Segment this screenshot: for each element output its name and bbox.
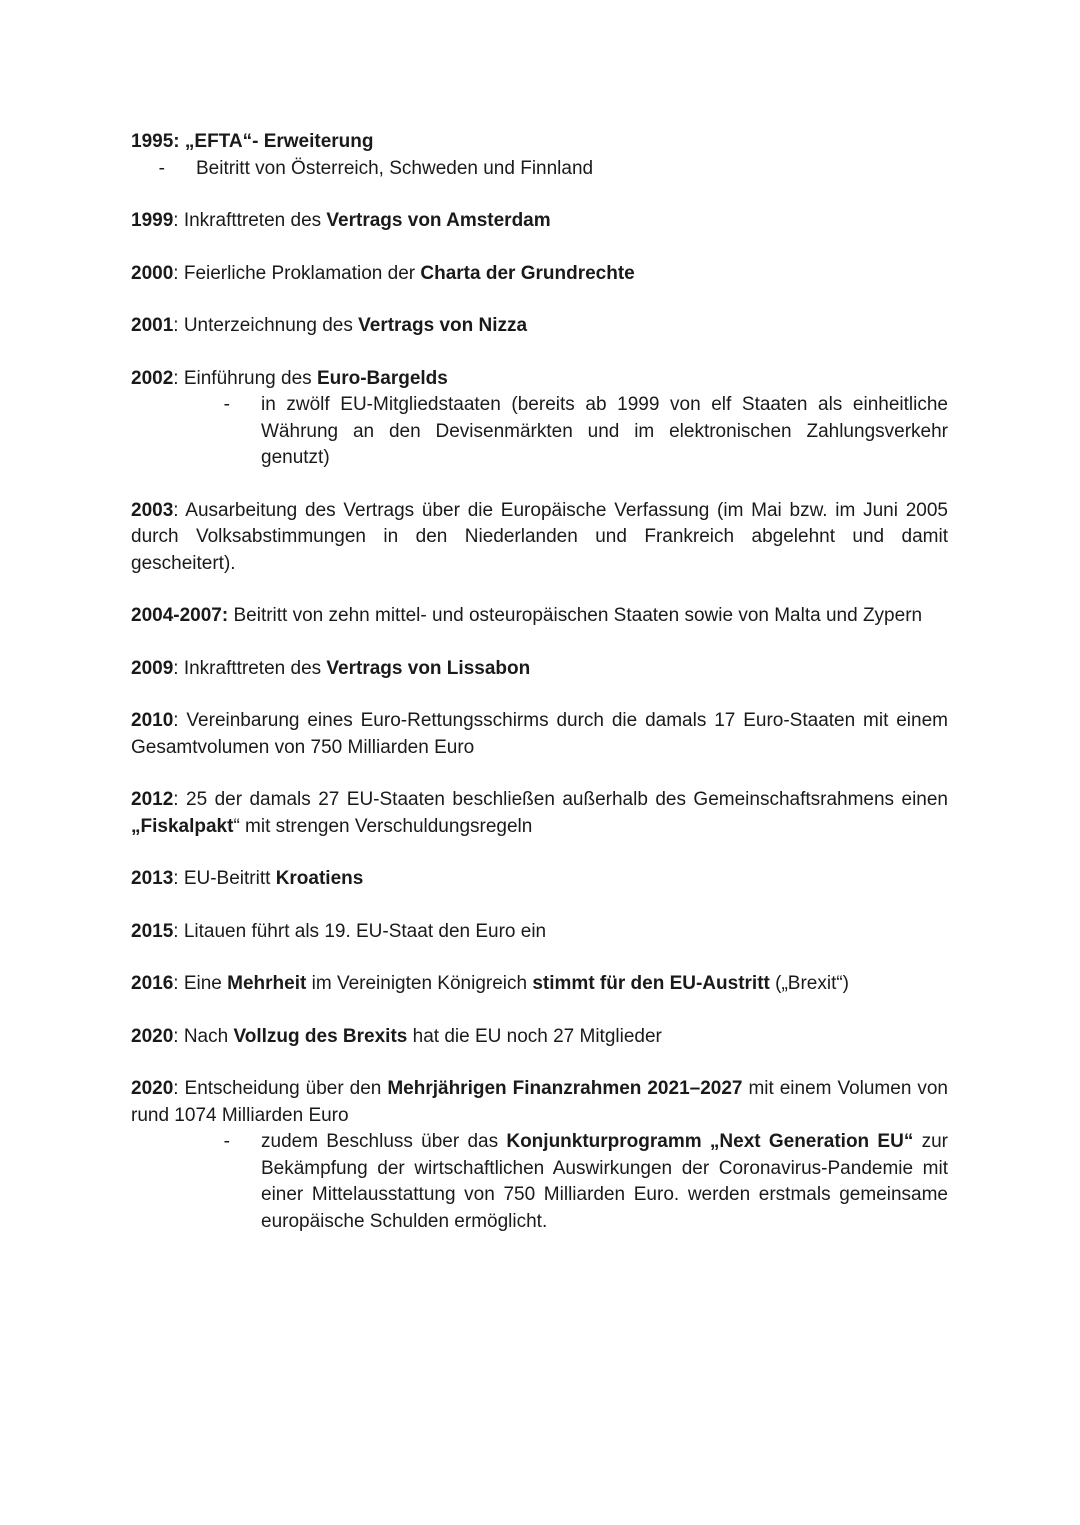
list-item — [131, 156, 948, 183]
list-item-text: Beitritt von Österreich, Schweden und Finnland — [196, 157, 594, 179]
entry-title: „EFTA“- Erweiterung — [184, 131, 374, 152]
document-page — [131, 129, 948, 1261]
entry-text: : Inkrafttreten des — [173, 657, 327, 679]
dash-bullet: - — [158, 157, 165, 179]
entry-2020-brexit — [131, 1024, 948, 1051]
entry-text: : Eine — [173, 973, 228, 994]
entry-year: 2001 — [131, 315, 174, 336]
entry-text: mit einem Volumen von rund 1074 Milliarden Euro — [131, 1078, 949, 1126]
entry-bold: „Fiskalpakt — [131, 815, 234, 837]
entry-text: : Nach — [173, 1025, 234, 1047]
entry-bold: Konjunkturprogramm „Next Generation EU“ — [506, 1131, 914, 1152]
list-item — [131, 392, 948, 472]
entry-bold: Mehrjährigen Finanzrahmen 2021–2027 — [387, 1078, 743, 1099]
entry-bold: Vertrags von Nizza — [358, 315, 528, 336]
entry-text: im Vereinigten Königreich — [306, 973, 533, 994]
entry-text: („Brexit“) — [769, 973, 850, 994]
entry-text: : Ausarbeitung des Vertrags über die Europäische Verfassung (im Mai bzw. im Juni 2005 durch Volksabstimmungen in den Niederlanden und Frankreich abgelehnt und damit gescheitert). — [131, 499, 948, 574]
dash-bullet: - — [223, 394, 230, 415]
entry-year: 1999 — [131, 210, 174, 231]
entry-text: : Inkrafttreten des — [173, 210, 327, 231]
entry-year: 2003 — [131, 499, 174, 521]
entry-text: : Entscheidung über den — [173, 1078, 388, 1099]
entry-2020-finanzrahmen — [131, 1076, 948, 1235]
entry-2016 — [131, 971, 948, 998]
entry-year: 2015 — [131, 920, 174, 942]
entry-bold: Vertrags von Amsterdam — [326, 210, 551, 231]
entry-2003 — [131, 498, 948, 578]
entry-text: “ mit strengen Verschuldungsregeln — [233, 815, 533, 837]
entry-bold: Euro-Bargelds — [316, 367, 448, 389]
entry-bold: Charta der Grundrechte — [420, 262, 635, 284]
entry-text: : Vereinbarung eines Euro-Rettungsschirms durch die damals 17 Euro-Staaten mit einem Gesamtvolumen von 750 Milliarden Euro — [131, 710, 948, 758]
entry-year: 2020 — [131, 1078, 174, 1099]
entry-year: 2020 — [131, 1025, 174, 1047]
entry-bold: Vertrags von Lissabon — [326, 657, 531, 679]
entry-bold: Mehrheit — [227, 973, 307, 994]
entry-text: : 25 der damals 27 EU-Staaten beschließen außerhalb des Gemeinschaftsrahmens einen — [173, 789, 948, 810]
entry-text: : Litauen führt als 19. EU-Staat den Euro ein — [173, 920, 547, 942]
entry-bold: Kroatiens — [275, 868, 364, 889]
entry-2012 — [131, 787, 948, 840]
entry-2002 — [131, 366, 948, 472]
list-item — [131, 1129, 948, 1235]
entry-text: : Unterzeichnung des — [173, 315, 359, 336]
entry-text: : EU-Beitritt — [173, 868, 276, 889]
entry-2001 — [131, 313, 948, 340]
entry-year: 2010 — [131, 710, 174, 731]
entry-2009 — [131, 656, 948, 683]
entry-text: hat die EU noch 27 Mitglieder — [407, 1025, 662, 1047]
entry-text: Beitritt von zehn mittel- und osteuropäischen Staaten sowie von Malta und Zypern — [228, 605, 923, 626]
entry-text: : Einführung des — [173, 367, 317, 389]
entry-2000 — [131, 261, 948, 288]
entry-text: : Feierliche Proklamation der — [173, 262, 421, 284]
entry-year: 2002 — [131, 367, 174, 389]
entry-year: 1995: — [131, 131, 180, 152]
list-item-text: in zwölf EU-Mitgliedstaaten (bereits ab 1999 von elf Staaten als einheitliche Währung an den Devisenmärkten und im elektronischen Zahlungsverkehr genutzt) — [261, 394, 948, 468]
dash-bullet: - — [223, 1131, 230, 1152]
entry-bold: Vollzug des Brexits — [233, 1025, 408, 1047]
entry-year: 2009 — [131, 657, 174, 679]
entry-year: 2000 — [131, 262, 174, 284]
entry-2013 — [131, 866, 948, 893]
entry-year: 2004-2007: — [131, 605, 229, 626]
entry-heading — [131, 129, 948, 156]
list-item-text: zudem Beschluss über das Konjunkturprogramm „Next Generation EU“ zur Bekämpfung der wirtschaftlichen Auswirkungen der Coronavirus-Pandemie mit einer Mittelausstattung von 750 Milliarden Euro. werden erstmals gemeinsame europäische Schulden ermöglicht. — [261, 1131, 948, 1232]
entry-bold: stimmt für den EU-Austritt — [532, 973, 770, 994]
entry-1995 — [131, 129, 948, 182]
entry-2015 — [131, 919, 948, 946]
entry-2010 — [131, 708, 948, 761]
entry-1999 — [131, 208, 948, 235]
entry-2004-2007 — [131, 603, 948, 630]
entry-year: 2012 — [131, 789, 174, 810]
entry-year: 2013 — [131, 868, 174, 889]
entry-year: 2016 — [131, 973, 174, 994]
